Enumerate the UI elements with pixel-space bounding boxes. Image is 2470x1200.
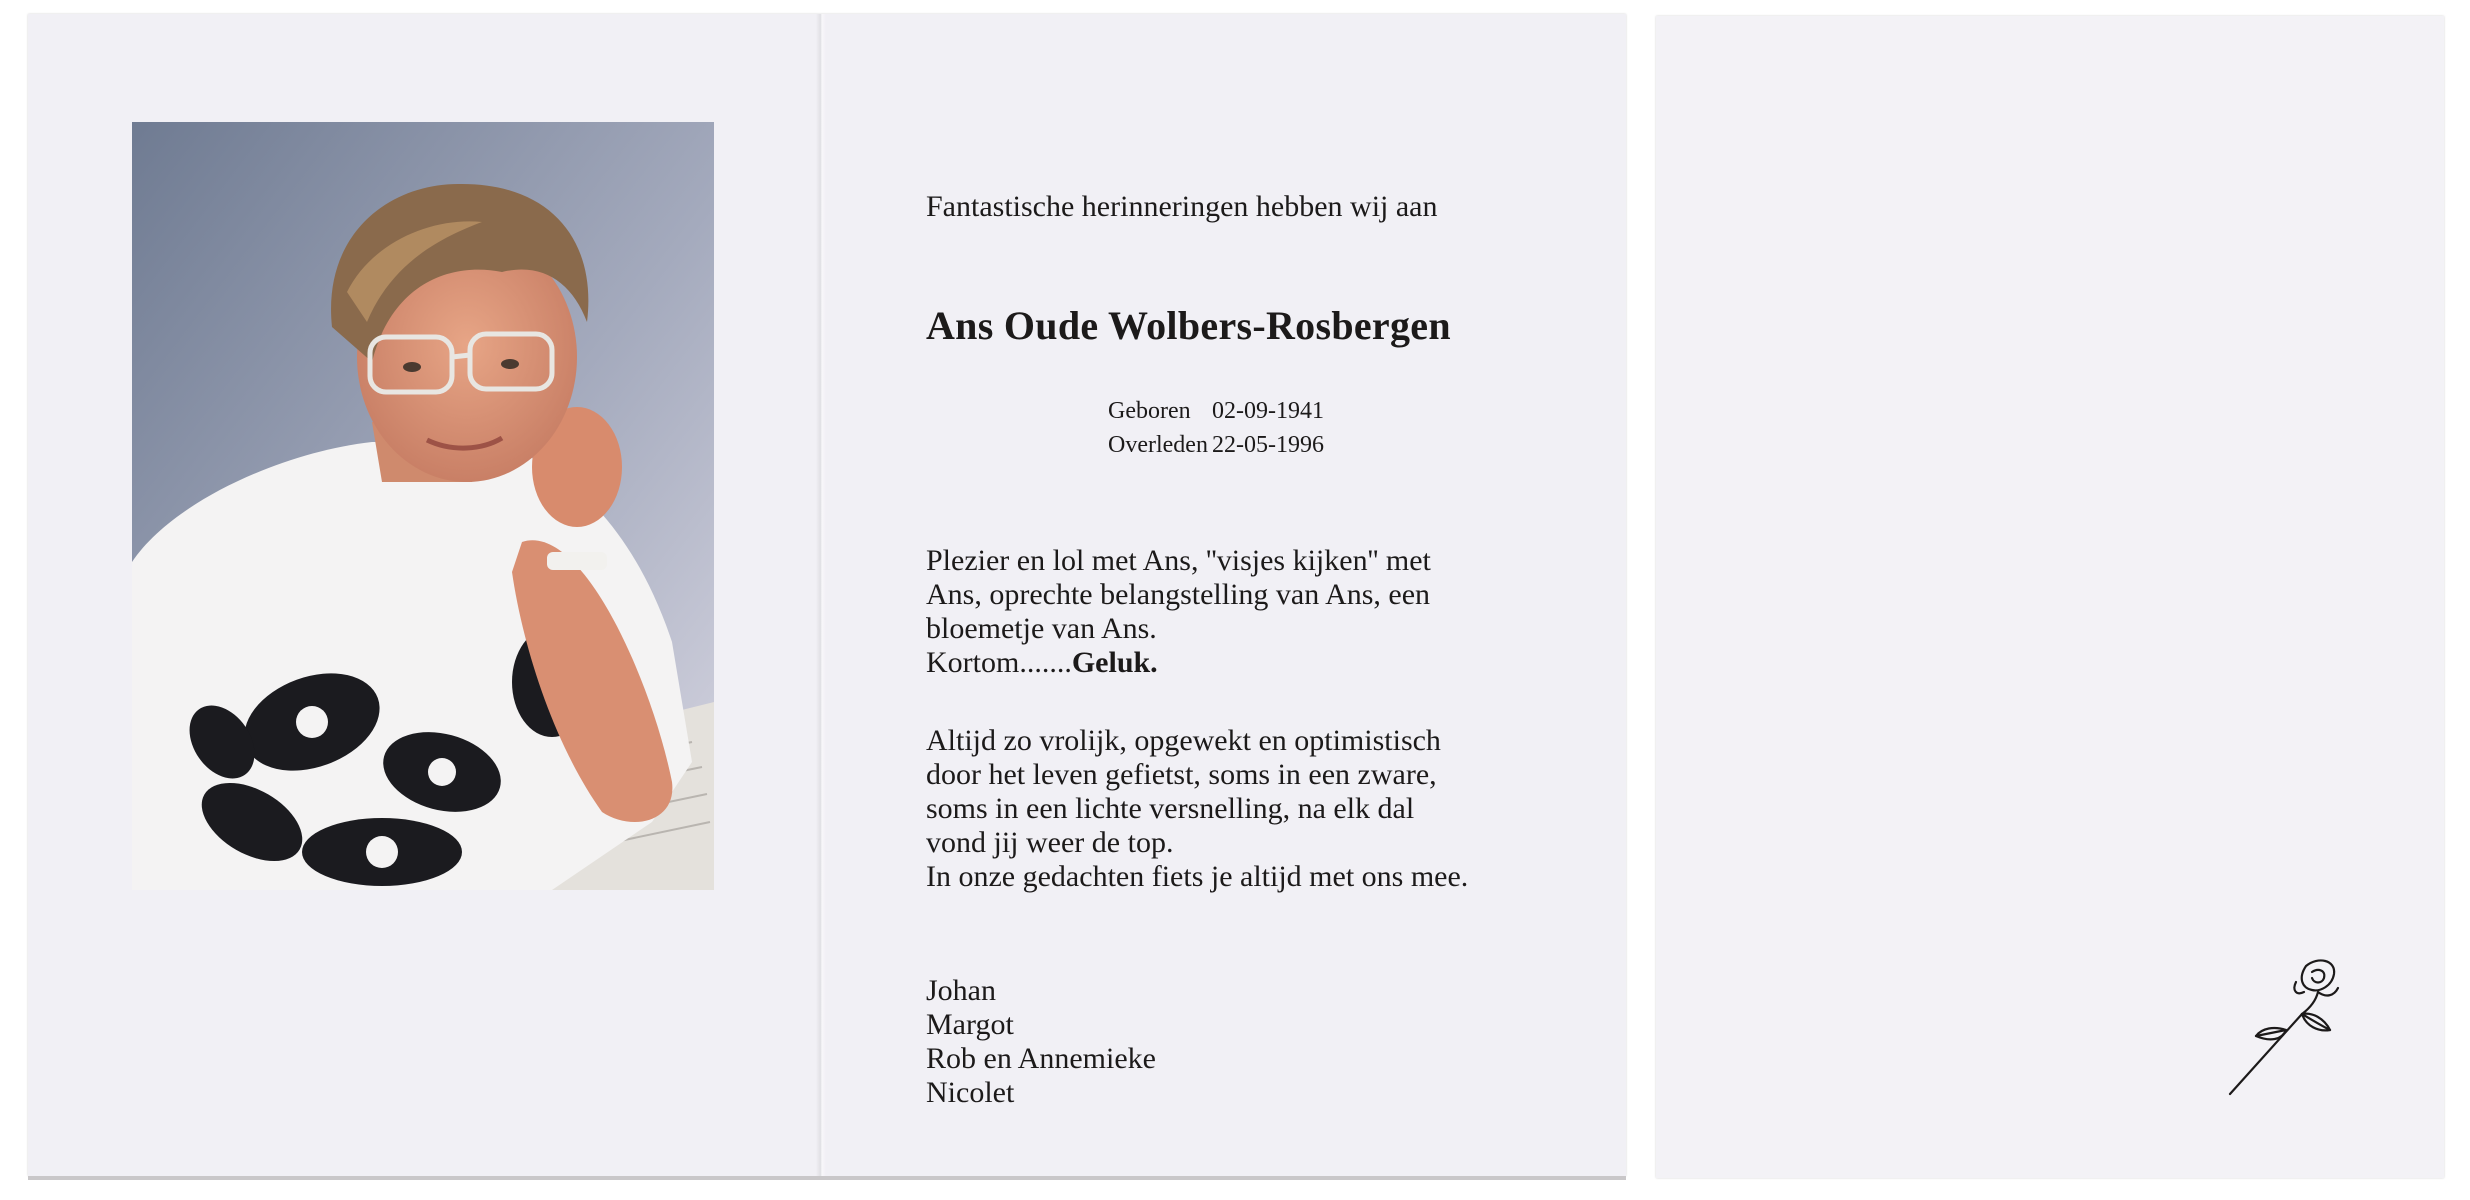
card-edge-shadow xyxy=(28,1176,1626,1180)
memorial-card-inside xyxy=(28,14,1626,1176)
memory-line: Plezier en lol met Ans, ''visjes kijken'' met xyxy=(926,544,1431,577)
signature-name: Rob en Annemieke xyxy=(926,1042,1156,1075)
memory-line: bloemetje van Ans. xyxy=(926,612,1157,645)
signature-list xyxy=(926,974,1156,1110)
memory-line: Ans, oprechte belangstelling van Ans, een xyxy=(926,578,1431,611)
tribute-line: In onze gedachten fiets je altijd met ons mee. xyxy=(926,860,1469,893)
died-date: 22-05-1996 xyxy=(1212,432,1324,458)
kortom-bold: Geluk. xyxy=(1071,646,1158,679)
birth-row xyxy=(1108,394,1324,428)
tribute-line: door het leven gefietst, soms in een zware, xyxy=(926,758,1437,791)
tribute-line: Altijd zo vrolijk, opgewekt en optimistisch xyxy=(926,724,1441,757)
portrait-photo xyxy=(132,122,714,890)
born-label: Geboren xyxy=(1108,398,1191,424)
card-fold xyxy=(816,14,826,1176)
born-date: 02-09-1941 xyxy=(1212,398,1324,424)
kortom-prefix: Kortom....... xyxy=(926,646,1072,679)
intro-line: Fantastische herinneringen hebben wij aan xyxy=(926,190,1438,223)
signature-name: Nicolet xyxy=(926,1076,1015,1109)
died-label: Overleden xyxy=(1108,432,1208,458)
memory-paragraph xyxy=(926,544,1431,680)
signature-name: Margot xyxy=(926,1008,1014,1041)
life-dates xyxy=(1108,394,1324,462)
tribute-line: vond jij weer de top. xyxy=(926,826,1174,859)
deceased-name: Ans Oude Wolbers-Rosbergen xyxy=(926,303,1451,348)
kortom-line xyxy=(926,646,1431,680)
death-row xyxy=(1108,428,1324,462)
tribute-line: soms in een lichte versnelling, na elk dal xyxy=(926,792,1415,825)
tribute-paragraph xyxy=(926,724,1468,894)
rose-drawing-icon xyxy=(2226,952,2356,1107)
signature-name: Johan xyxy=(926,974,996,1007)
